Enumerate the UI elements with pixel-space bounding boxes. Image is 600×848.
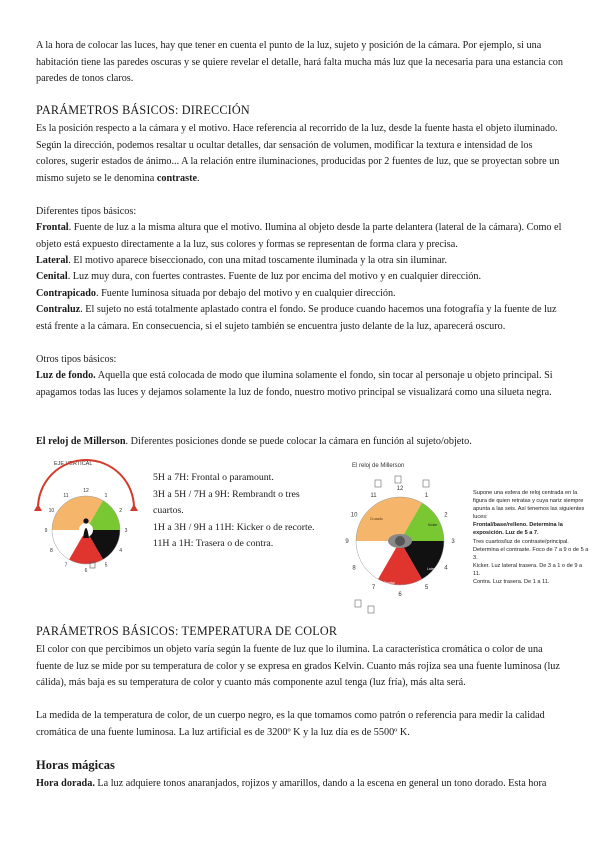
fig2-number-10: 10	[350, 512, 358, 519]
note-item-contra: Contra. Luz trasera. De 1 a 11.	[473, 579, 550, 586]
direccion-paragraph	[36, 121, 566, 187]
section-title-direccion: PARÁMETROS BÁSICOS: DIRECCIÓN	[36, 103, 250, 117]
cenital-term: Cenital	[36, 271, 68, 282]
fig1-number-1: 1	[104, 493, 108, 500]
fig1-wedge-back-left	[52, 496, 86, 530]
millerson-clock-title: El reloj de Millerson	[352, 463, 405, 469]
fig1-number-10: 10	[48, 507, 55, 514]
contraluz-term: Contraluz	[36, 304, 81, 315]
luz-de-fondo-paragraph	[36, 368, 566, 401]
fig2-number-12: 12	[396, 486, 404, 493]
note-item-kicker: Kicker. Luz lateral trasera. De 3 a 1 o de 9 a 11.	[473, 562, 583, 577]
millerson-note	[473, 489, 591, 586]
hora-dorada-paragraph	[36, 776, 566, 793]
fig1-number-7: 7	[64, 562, 68, 569]
lateral-term: Lateral	[36, 255, 69, 266]
light-stand-icon-4	[395, 476, 401, 483]
types-heading: Diferentes tipos básicos:	[36, 206, 137, 217]
frontal-text: . Fuente de luz a la misma altura que el motivo. Ilumina al objeto desde la parte delantera (lateral de la cámara). Como el objeto está expuesto directamente a la luz, sus colores y formas se representan de forma clara y precisa.	[36, 222, 562, 250]
vertical-axis-label: EJE VERTICAL	[54, 461, 93, 467]
fig1-number-9: 9	[44, 527, 48, 534]
millerson-clock-diagram	[330, 456, 470, 616]
contraluz-text: . El sujeto no está totalmente aplastado contra el fondo. Se produce cuando hacemos una fotografía y la fuente de luz está frente a la cámara. En consecuencia, si el sujeto también se encuentra justo delante de la luz, aparecerá oscuro.	[36, 304, 557, 332]
fig2-number-2: 2	[444, 512, 448, 519]
hora-dorada-term: Hora dorada.	[36, 778, 95, 789]
arc-arrow-right-icon	[130, 504, 138, 511]
fig2-number-3: 3	[451, 539, 455, 546]
direccion-end: .	[197, 172, 200, 184]
subject-head-icon	[395, 536, 405, 546]
caption-line-trasera: 11H a 1H: Trasera o de contra.	[153, 538, 274, 549]
fig2-number-6: 6	[398, 592, 402, 599]
label-kicker: Kicker	[428, 523, 438, 527]
caption-line-rembrandt: 3H a 5H / 7H a 9H: Rembrandt o tres cuartos.	[153, 488, 300, 516]
frontal-term: Frontal	[36, 222, 69, 233]
fig1-number-4: 4	[119, 547, 123, 554]
type-lateral	[36, 253, 566, 270]
contrapicado-term: Contrapicado	[36, 288, 96, 299]
fig2-number-8: 8	[352, 565, 356, 572]
intro-paragraph: A la hora de colocar las luces, hay que tener en cuenta el punto de la luz, sujeto y posición de la cámara. Por ejemplo, si una habitación tiene las paredes oscuras y se quiere revelar el detalle, hará falta mucha más luz que la necesaria para una estancia con paredes de tonos claros.	[36, 40, 563, 84]
section-title-horas-magicas: Horas mágicas	[36, 758, 115, 772]
millerson-term: El reloj de Millerson	[36, 436, 126, 447]
fig2-number-1: 1	[424, 493, 429, 500]
direccion-text: Es la posición respecto a la cámara y el motivo. Hace referencia al recorrido de la luz, desde la fuente hasta el objeto iluminado. Según la dirección, podemos resaltar u ocultar detalles, dar sensación de volumen, modificar la textura e intensidad de los colores, sugerir estados de ánimo... A la relación entre iluminaciones, producidas por 2 fuentes de luz, que se proyectan sobre un mismo sujeto se le denomina	[36, 123, 560, 184]
contraste-term: contraste	[156, 172, 197, 184]
label-frontal: Frontal	[384, 581, 395, 585]
fig1-number-5: 5	[104, 562, 108, 569]
lateral-text: . El motivo aparece biseccionado, con una mitad toscamente iluminada y la otra sin iluminar.	[68, 255, 448, 266]
note-item-frontal: Frontal/base/relleno. Determina la exposición. Luz de 5 a 7.	[473, 522, 563, 537]
others-heading: Otros tipos básicos:	[36, 354, 117, 365]
light-stand-icon-2	[368, 606, 374, 613]
light-stand-icon-3	[423, 480, 429, 487]
temperatura-paragraph-2: La medida de la temperatura de color, de un cuerpo negro, es la que tomamos como patrón o referencia para medir la calidad cromática de una fuente luminosa. La luz artificial es de 3200º K y la luz día es de 5500º K.	[36, 710, 545, 738]
label-cruzado: Cruzado	[370, 517, 383, 521]
fig2-number-9: 9	[345, 539, 349, 546]
person-head-icon	[83, 518, 88, 523]
light-stand-icon-1	[355, 600, 361, 607]
fig1-number-3: 3	[124, 527, 128, 534]
cenital-text: . Luz muy dura, con fuertes contrastes. Fuente de luz por encima del motivo y en cualquier dirección.	[67, 271, 482, 282]
millerson-text: . Diferentes posiciones donde se puede colocar la cámara en función al sujeto/objeto.	[125, 436, 472, 447]
label-lateral: Lateral	[427, 567, 438, 571]
fig1-number-8: 8	[49, 547, 53, 554]
clock-caption	[153, 470, 328, 553]
fig1-number-2: 2	[119, 507, 123, 514]
note-item-tres-cuartos: Tres cuartos/luz de contraste/principal. Determina el contraste. Foco de 7 a 9 o de 5 a 3.	[473, 538, 589, 561]
light-stand-icon-5	[375, 480, 381, 487]
fig1-number-11: 11	[63, 493, 69, 500]
luz-de-fondo-term: Luz de fondo.	[36, 370, 96, 381]
fig2-number-11: 11	[370, 493, 377, 500]
caption-line-kicker: 1H a 3H / 9H a 11H: Kicker o de recorte.	[153, 521, 315, 533]
temperatura-paragraph-1: El color con que percibimos un objeto varía según la fuente de luz que lo ilumina. La característica cromática o color de una fuente de luz se mide por su temperatura de color y se expresa en grados Kelvin. Cuanto más rojiza sea una fuente luminosa (luz cálida), más baja es su temperatura de color y cuanto más componente azul tenga (luz fría), más alta será.	[36, 644, 560, 688]
vertical-axis-clock-diagram	[30, 458, 142, 576]
fig1-number-6: 6	[84, 567, 88, 574]
type-frontal	[36, 220, 566, 253]
type-contraluz	[36, 302, 566, 335]
caption-line-frontal: 5H a 7H: Frontal o paramount.	[153, 472, 274, 483]
section-title-temperatura: PARÁMETROS BÁSICOS: TEMPERATURA DE COLOR	[36, 624, 338, 638]
arc-arrow-left-icon	[34, 504, 42, 511]
fig2-number-4: 4	[444, 565, 448, 572]
type-contrapicado	[36, 286, 566, 303]
hora-dorada-text: La luz adquiere tonos anaranjados, rojizos y amarillos, dando a la escena en general un tono dorado. Esta hora	[94, 778, 547, 789]
fig1-number-12: 12	[83, 487, 89, 494]
fig2-number-5: 5	[424, 584, 429, 591]
contrapicado-text: . Fuente luminosa situada por debajo del motivo y en cualquier dirección.	[96, 288, 396, 299]
fig2-number-7: 7	[371, 584, 376, 591]
note-intro: Supone una esfera de reloj centrada en la figura de quien retratas y cuya nariz siempre apunta a las seis. Así tenemos las siguientes luces:	[473, 490, 585, 521]
luz-de-fondo-text: Aquella que está colocada de modo que ilumina solamente el fondo, sin tocar al personaje u objeto principal. Si apagamos todas las luces y dejamos solamente la luz de fondo, nuestro motivo principal se visualizará como una silueta negra.	[36, 370, 553, 398]
millerson-paragraph	[36, 434, 566, 451]
type-cenital	[36, 269, 566, 286]
